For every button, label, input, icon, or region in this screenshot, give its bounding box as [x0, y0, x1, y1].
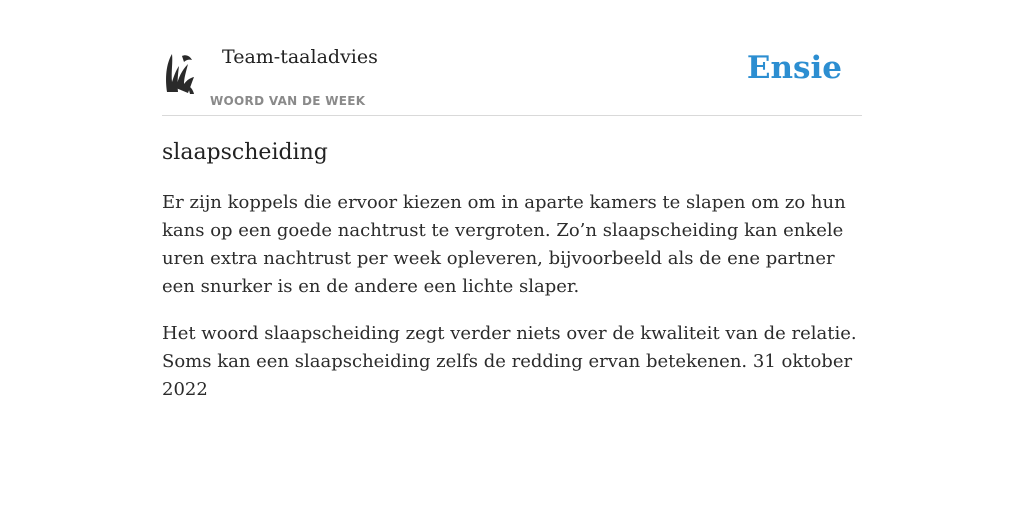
article-paragraph: Het woord slaapscheiding zegt verder niets over de kwaliteit van de relatie. Soms kan een slaapscheiding zelfs de redding ervan betekenen. 31 oktober 2022 [162, 323, 857, 400]
section-label: WOORD VAN DE WEEK [210, 94, 366, 108]
card-header [162, 40, 862, 116]
word-of-the-week-card [162, 40, 862, 404]
brand-logo-ensie[interactable]: Ensie [746, 50, 842, 86]
flemish-lion-logo-icon[interactable] [162, 48, 198, 96]
article-paragraph: Er zijn koppels die ervoor kiezen om in aparte kamers te slapen om zo hun kans op een goede nachtrust te vergroten. Zo’n slaapscheiding kan enkele uren extra nachtrust per week opleveren, bijvoorbeeld als de ene partner een snurker is en de andere een lichte slaper. [162, 192, 846, 297]
organization-name[interactable]: Team-taaladvies [222, 46, 378, 68]
word-title: slaapscheiding [162, 140, 328, 165]
